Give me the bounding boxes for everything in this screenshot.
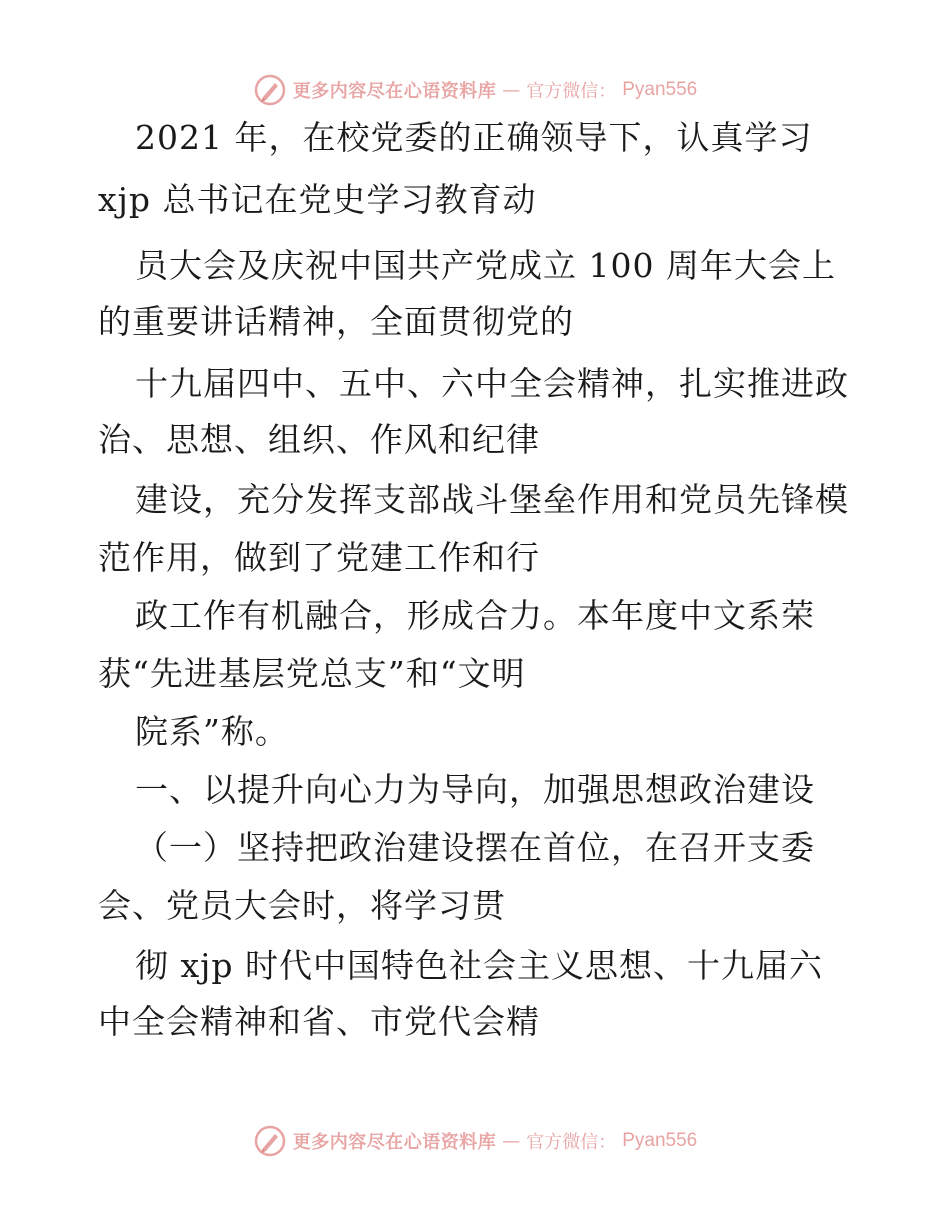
watermark-text: 更多内容尽在心语资料库 [292, 81, 497, 102]
watermark-wechat-label: 官方微信： [526, 1132, 617, 1153]
text-line: 建设，充分发挥支部战斗堡垒作用和党员先锋模 [135, 480, 849, 519]
text-line: xjp 总书记在党史学习教育动 [98, 180, 537, 219]
section-heading: 一、以提升向心力为导向，加强思想政治建设 [135, 770, 815, 809]
text-line: 员大会及庆祝中国共产党成立 100 周年大会上 [135, 246, 836, 285]
text-line: 政工作有机融合，形成合力。本年度中文系荣 [135, 596, 815, 635]
text-line: 2021 年，在校党委的正确领导下，认真学习 [135, 118, 813, 157]
pen-logo-icon [253, 73, 287, 107]
watermark-footer [0, 1121, 950, 1161]
pen-logo-icon [253, 1124, 287, 1158]
text-line: 的重要讲话精神，全面贯彻党的 [98, 302, 574, 341]
watermark-text: 更多内容尽在心语资料库 [292, 1132, 497, 1153]
text-line: 彻 xjp 时代中国特色社会主义思想、十九届六 [135, 946, 823, 985]
text-line: 获“先进基层党总支”和“文明 [98, 654, 526, 693]
text-line: 院系”称。 [135, 712, 289, 751]
text-line: 中全会精神和省、市党代会精 [98, 1002, 540, 1041]
watermark-separator: — [502, 79, 521, 101]
watermark-wechat-id: Pyan556 [622, 79, 698, 100]
watermark-separator: — [502, 1130, 521, 1152]
text-line: （一）坚持把政治建设摆在首位，在召开支委 [135, 828, 815, 867]
text-line: 十九届四中、五中、六中全会精神，扎实推进政 [135, 364, 849, 403]
text-line: 会、党员大会时，将学习贯 [98, 886, 506, 925]
watermark-wechat-id: Pyan556 [622, 1130, 698, 1151]
watermark-wechat-label: 官方微信： [526, 81, 617, 102]
watermark-header [0, 70, 950, 110]
text-line: 范作用，做到了党建工作和行 [98, 538, 540, 577]
text-line: 治、思想、组织、作风和纪律 [98, 420, 540, 459]
